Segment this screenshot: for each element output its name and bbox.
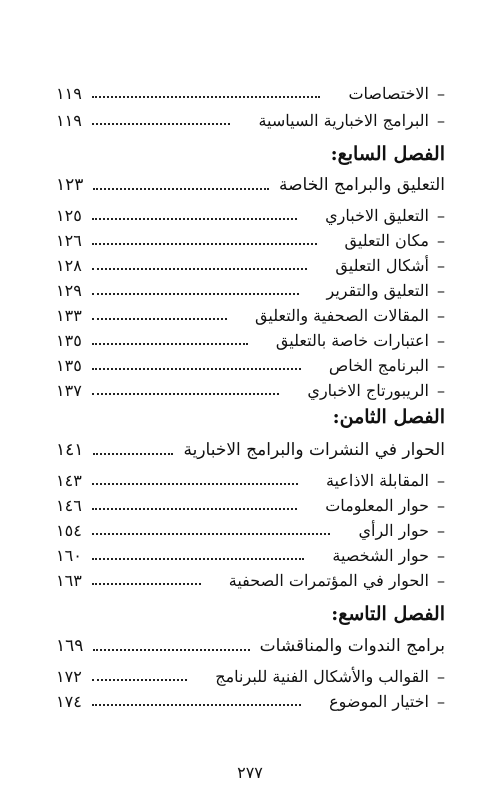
entry-title: الريبورتاج الاخباري — [307, 381, 429, 400]
entry-title: الحوار في المؤتمرات الصحفية — [228, 571, 429, 590]
dot-leader — [92, 342, 248, 345]
dot-leader — [92, 482, 298, 485]
toc-entry — [56, 206, 445, 225]
entry-title: التعليق والبرامج الخاصة — [278, 175, 445, 195]
dot-leader — [92, 122, 231, 125]
dot-leader — [92, 507, 297, 510]
entry-dash: – — [437, 571, 445, 590]
entry-dash: – — [437, 496, 445, 515]
chapter-heading: الفصل السابع: — [330, 143, 445, 165]
dot-leader — [93, 452, 173, 455]
entry-title: الاختصاصات — [348, 84, 429, 103]
entry-page: ١٤٣ — [56, 471, 82, 490]
entry-dash: – — [437, 84, 445, 103]
dot-leader — [92, 242, 317, 245]
entry-page: ١١٩ — [56, 84, 82, 103]
entry-title: البرامج الاخبارية السياسية — [258, 111, 429, 130]
dot-leader — [92, 317, 227, 320]
entry-dash: – — [437, 692, 445, 711]
entry-title: أشكال التعليق — [335, 256, 429, 275]
dot-leader — [92, 217, 297, 220]
entry-page: ١٧٤ — [56, 692, 82, 711]
entry-page: ١٢٦ — [56, 231, 82, 250]
entry-dash: – — [437, 471, 445, 490]
dot-leader — [92, 267, 308, 270]
entry-title: حوار الرأي — [358, 521, 429, 540]
dot-leader — [92, 703, 301, 706]
entry-dash: – — [437, 667, 445, 686]
entry-page: ١٢٥ — [56, 206, 82, 225]
entry-dash: – — [437, 206, 445, 225]
entry-dash: – — [437, 381, 445, 400]
toc-entry-main — [56, 175, 445, 195]
dot-leader — [93, 187, 269, 190]
toc-entry — [56, 306, 445, 325]
toc-entry — [56, 84, 445, 103]
chapter-heading: الفصل الثامن: — [332, 406, 445, 428]
entry-title: برامج الندوات والمناقشات — [259, 636, 445, 656]
chapter-heading: الفصل التاسع: — [331, 603, 445, 625]
entry-page: ١٦٣ — [56, 571, 82, 590]
toc-entry — [56, 521, 445, 540]
entry-title: اختيار الموضوع — [329, 692, 429, 711]
entry-page: ١٤١ — [56, 440, 84, 460]
dot-leader — [92, 582, 201, 585]
toc-entry — [56, 381, 445, 400]
entry-page: ١٧٢ — [56, 667, 82, 686]
entry-dash: – — [437, 256, 445, 275]
entry-page: ١١٩ — [56, 111, 82, 130]
entry-title: مكان التعليق — [344, 231, 429, 250]
entry-dash: – — [437, 521, 445, 540]
dot-leader — [92, 367, 301, 370]
entry-title: التعليق والتقرير — [326, 281, 429, 300]
entry-title: البرنامج الخاص — [328, 356, 429, 375]
entry-page: ١٢٩ — [56, 281, 82, 300]
toc-entry-main — [56, 636, 445, 656]
entry-title: القوالب والأشكال الفنية للبرنامج — [215, 667, 429, 686]
entry-title: حوار الشخصية — [332, 546, 429, 565]
toc-entry — [56, 256, 445, 275]
entry-dash: – — [437, 356, 445, 375]
toc-entry — [56, 496, 445, 515]
toc-entry — [56, 667, 445, 686]
entry-dash: – — [437, 306, 445, 325]
entry-page: ١٣٥ — [56, 356, 82, 375]
toc-entry — [56, 571, 445, 590]
toc-entry-main — [56, 440, 445, 460]
entry-title: حوار المعلومات — [325, 496, 429, 515]
dot-leader — [92, 95, 321, 98]
dot-leader — [92, 557, 305, 560]
entry-title: اعتبارات خاصة بالتعليق — [275, 331, 429, 350]
entry-dash: – — [437, 111, 445, 130]
dot-leader — [92, 392, 280, 395]
entry-title: الحوار في النشرات والبرامج الاخبارية — [183, 440, 445, 460]
entry-page: ١٣٥ — [56, 331, 82, 350]
entry-dash: – — [437, 231, 445, 250]
toc-entry — [56, 331, 445, 350]
dot-leader — [93, 648, 249, 651]
dot-leader — [92, 678, 188, 681]
toc-entry — [56, 692, 445, 711]
entry-dash: – — [437, 546, 445, 565]
page-number: ٢٧٧ — [237, 763, 263, 782]
entry-title: التعليق الاخباري — [325, 206, 429, 225]
entry-page: ١٥٤ — [56, 521, 82, 540]
entry-page: ١٤٦ — [56, 496, 82, 515]
entry-page: ١٣٧ — [56, 381, 82, 400]
entry-page: ١٦٠ — [56, 546, 82, 565]
entry-dash: – — [437, 281, 445, 300]
dot-leader — [92, 532, 331, 535]
toc-entry — [56, 546, 445, 565]
entry-page: ١٢٨ — [56, 256, 82, 275]
toc-entry — [56, 356, 445, 375]
toc-entry — [56, 471, 445, 490]
dot-leader — [92, 292, 299, 295]
entry-page: ١٦٩ — [56, 636, 84, 656]
entry-title: المقالات الصحفية والتعليق — [255, 306, 429, 325]
entry-page: ١٢٣ — [56, 175, 84, 195]
toc-entry — [56, 281, 445, 300]
toc-entry — [56, 111, 445, 130]
entry-page: ١٣٣ — [56, 306, 82, 325]
entry-title: المقابلة الاذاعية — [325, 471, 429, 490]
entry-dash: – — [437, 331, 445, 350]
toc-entry — [56, 231, 445, 250]
